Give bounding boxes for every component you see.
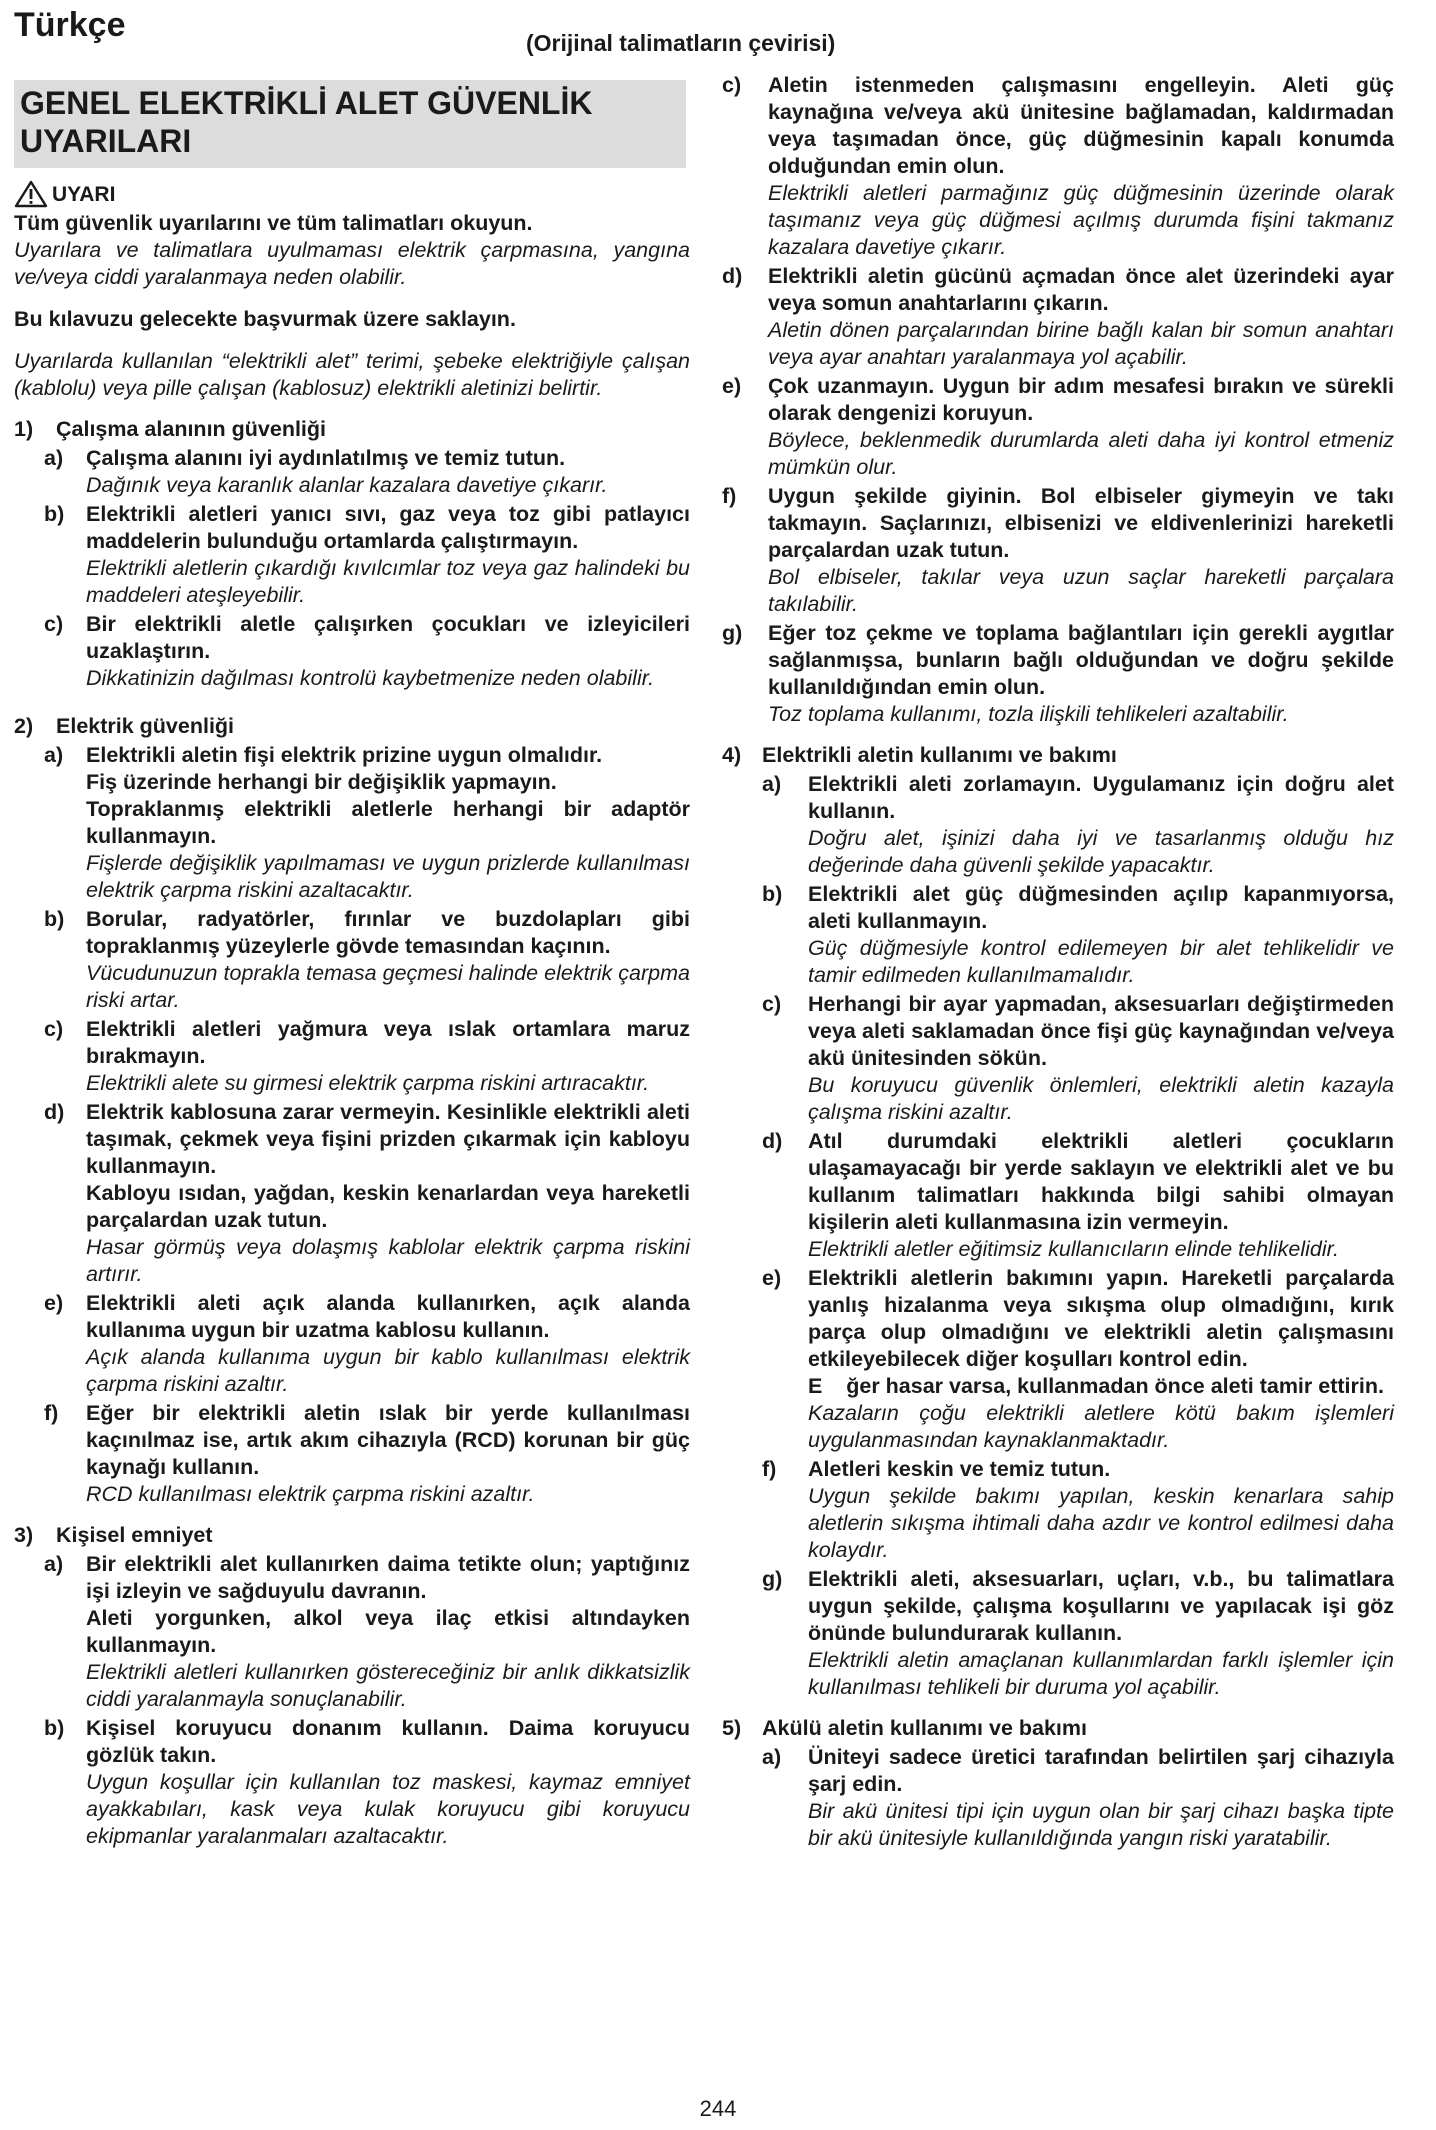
keep-manual: Bu kılavuzu gelecekte başvurmak üzere saklayın. <box>14 307 516 331</box>
section-2-heading <box>14 713 690 740</box>
list-item: f) Aletleri keskin ve temiz tutun. Uygun şekilde bakımı yapılan, keskin kenarlara sahip aletlerin sıkışma ihtimali daha azdır ve kontrol edilmesi daha kolaydır. <box>762 1457 1394 1562</box>
list-item: b) Borular, radyatörler, fırınlar ve buzdolapları gibi topraklanmış yüzeylerle gövde temasından kaçının. Vücudunuzun toprakla temasa geçmesi halinde elektrik çarpma riski artar. <box>44 907 690 1012</box>
list-item: a) Elektrikli aletin fişi elektrik prizine uygun olmalıdır. Fiş üzerinde herhangi bir değişiklik yapmayın. Topraklanmış elektrikli aletlerle herhangi bir adaptör kullanmayın. Fişlerde değişiklik yapılmaması ve uygun prizlerde kullanılması elektrik çarpma riskini azaltacaktır. <box>44 743 690 902</box>
section-3-heading <box>14 1522 690 1549</box>
intro-italic: Uyarılara ve talimatlara uyulmaması elektrik çarpmasına, yangına ve/veya ciddi yaralanmaya neden olabilir. <box>14 238 690 289</box>
language-title: Türkçe <box>14 6 126 44</box>
list-item: e) Elektrikli aleti açık alanda kullanırken, açık alanda kullanıma uygun bir uzatma kablosu kullanın. Açık alanda kullanıma uygun bir kablo kullanılması elektrik çarpma riskini azaltır. <box>44 1291 690 1396</box>
section-title: Akülü aletin kullanımı ve bakımı <box>762 1716 1087 1740</box>
list-item: c) Herhangi bir ayar yapmadan, aksesuarları değiştirmeden veya aleti saklamadan önce fişi güç kaynağından ve/veya akü ünitesinden sökün. Bu koruyucu güvenlik önlemleri, elektrikli aletin kazayla çalışma riskini azaltır. <box>762 992 1394 1124</box>
list-item: c) Elektrikli aletleri yağmura veya ıslak ortamlara maruz bırakmayın. Elektrikli alete su girmesi elektrik çarpma riskini artıracaktır. <box>44 1017 690 1095</box>
list-item: a) Çalışma alanını iyi aydınlatılmış ve temiz tutun. Dağınık veya karanlık alanlar kazalara davetiye çıkarır. <box>44 446 608 497</box>
list-item: e) Çok uzanmayın. Uygun bir adım mesafesi bırakın ve sürekli olarak dengenizi koruyun. Böylece, beklenmedik durumlarda aleti daha iyi kontrol etmeniz mümkün olur. <box>722 374 1394 479</box>
term-note: Uyarılarda kullanılan “elektrikli alet” terimi, şebeke elektriğiyle çalışan (kablolu) veya pille çalışan (kablosuz) elektrikli aletinizi belirtir. <box>14 349 690 400</box>
list-item: b) Elektrikli aletleri yanıcı sıvı, gaz veya toz gibi patlayıcı maddelerin bulunduğu ortamlarda çalıştırmayın. Elektrikli aletlerin çıkardığı kıvılcımlar toz veya gaz halindeki bu maddeleri ateşleyebilir. <box>44 502 690 607</box>
left-column <box>14 80 690 1850</box>
list-item: b) Kişisel koruyucu donanım kullanın. Daima koruyucu gözlük takın. Uygun koşullar için kullanılan toz maskesi, kaymaz emniyet ayakkabıları, kask veya kulak koruyucu gibi koruyucu ekipmanlar yaralanmaları azaltacaktır. <box>44 1716 690 1848</box>
right-column <box>722 70 1394 1852</box>
list-item: a) Üniteyi sadece üretici tarafından belirtilen şarj cihazıyla şarj edin. Bir akü ünitesi tipi için uygun olan bir şarj cihazı başka tipte bir akü ünitesiyle kullanıldığında yangın riski yaratabilir. <box>762 1745 1394 1850</box>
page-number: 244 <box>699 2096 737 2121</box>
list-item: g) Eğer toz çekme ve toplama bağlantıları için gerekli aygıtlar sağlanmışsa, bunların bağlı olduğundan ve doğru şekilde kullanıldığından emin olun. Toz toplama kullanımı, tozla ilişkili tehlikeleri azaltabilir. <box>722 621 1394 726</box>
section-title: Elektrikli aletin kullanımı ve bakımı <box>762 743 1117 767</box>
section-title: Çalışma alanının güvenliği <box>56 417 327 441</box>
list-item: b) Elektrikli alet güç düğmesinden açılıp kapanmıyorsa, aleti kullanmayın. Güç düğmesiyle kontrol edilemeyen bir alet tehlikelidir ve tamir edilmeden kullanılmamalıdır. <box>762 882 1394 987</box>
list-item: e) Elektrikli aletlerin bakımını yapın. Hareketli parçalarda yanlış hizalanma veya sıkışma olup olmadığını, kırık parça olup olmadığını ve elektrikli aletin çalışmasını etkileyebilecek diğer koşulları kontrol edin. E ğer hasar varsa, kullanmadan önce aleti tamir ettirin. Kazaların çoğu elektrikli aletlere kötü bakım işlemleri uygulanmasından kaynaklanmaktadır. <box>762 1266 1394 1452</box>
section-number: 1) <box>14 417 34 441</box>
list-item: c) Aletin istenmeden çalışmasını engelleyin. Aleti güç kaynağına ve/veya akü ünitesine bağlamadan, kaldırmadan veya taşımadan önce, güç düğmesinin kapalı konumda olduğundan emin olun. Elektrikli aletleri parmağınız güç düğmesinin üzerinde olarak taşımanız veya güç düğmesi açılmış durumda fişini takmanız kazalara davetiye çıkarır. <box>722 73 1394 259</box>
list-item: d) Elektrik kablosuna zarar vermeyin. Kesinlikle elektrikli aleti taşımak, çekmek veya fişini prizden çıkarmak için kabloyu kullanmayın. Kabloyu ısıdan, yağdan, keskin kenarlardan veya hareketli parçalardan uzak tutun. Hasar görmüş veya dolaşmış kablolar elektrik çarpma riskini artırır. <box>44 1100 690 1286</box>
list-item: a) Bir elektrikli alet kullanırken daima tetikte olun; yaptığınız işi izleyin ve sağduyulu davranın. Aleti yorgunken, alkol veya ilaç etkisi altındayken kullanmayın. Elektrikli aletleri kullanırken göstereceğiniz bir anlık dikkatsizlik ciddi yaralanmayla sonuçlanabilir. <box>44 1552 690 1711</box>
warning-label: UYARI <box>52 182 116 206</box>
section-4-heading <box>722 742 1394 769</box>
list-item: g) Elektrikli aleti, aksesuarları, uçları, v.b., bu talimatlara uygun şekilde, çalışma koşullarını ve yapılacak işi göz önünde bulundurarak kullanın. Elektrikli aletin amaçlanan kullanımlardan farklı işlemler için kullanılması tehlikeli bir duruma yol açabilir. <box>762 1567 1394 1699</box>
list-item: d) Atıl durumdaki elektrikli aletleri çocukların ulaşamayacağı bir yerde saklayın ve elektrikli alet ve bu kullanım talimatları hakkında bilgi sahibi olmayan kişilerin aleti kullanmasına izin vermeyin. Elektrikli aletler eğitimsiz kullanıcıların elinde tehlikelidir. <box>762 1129 1394 1261</box>
section-title: Kişisel emniyet <box>56 1523 213 1547</box>
intro-bold: Tüm güvenlik uyarılarını ve tüm talimatları okuyun. <box>14 211 533 235</box>
list-item: f) Eğer bir elektrikli aletin ıslak bir yerde kullanılması kaçınılmaz ise, artık akım cihazıyla (RCD) korunan bir güç kaynağı kullanın. RCD kullanılması elektrik çarpma riskini azaltır. <box>44 1401 690 1506</box>
section-number: 3) <box>14 1523 34 1547</box>
section-number: 2) <box>14 714 34 738</box>
list-item: d) Elektrikli aletin gücünü açmadan önce alet üzerindeki ayar veya somun anahtarlarını çıkarın. Aletin dönen parçalarından birine bağlı kalan bir somun anahtarı veya ayar anahtarı yaralanmaya yol açabilir. <box>722 264 1394 369</box>
section-banner: GENEL ELEKTRİKLİ ALET GÜVENLİK UYARILARI <box>14 80 686 168</box>
section-title: Elektrik güvenliği <box>56 714 235 738</box>
section-number: 4) <box>722 743 742 767</box>
list-item: a) Elektrikli aleti zorlamayın. Uygulamanız için doğru alet kullanın. Doğru alet, işinizi daha iyi ve tasarlanmış olduğu hız değerinde daha güvenli şekilde yapacaktır. <box>762 772 1394 877</box>
warning-icon <box>14 180 48 208</box>
section-number: 5) <box>722 1716 742 1740</box>
list-item: f) Uygun şekilde giyinin. Bol elbiseler giymeyin ve takı takmayın. Saçlarınızı, elbisenizi ve eldivenlerinizi hareketli parçalardan uzak tutun. Bol elbiseler, takılar veya uzun saçlar hareketli parçalara takılabilir. <box>722 484 1394 616</box>
warning-heading <box>14 180 690 208</box>
section-5-heading <box>722 1715 1394 1742</box>
section-1-heading <box>14 416 690 443</box>
list-item: c) Bir elektrikli aletle çalışırken çocukları ve izleyicileri uzaklaştırın. Dikkatinizin dağılması kontrolü kaybetmenize neden olabilir. <box>44 612 690 690</box>
translation-note: (Orijinal talimatların çevirisi) <box>526 30 836 56</box>
